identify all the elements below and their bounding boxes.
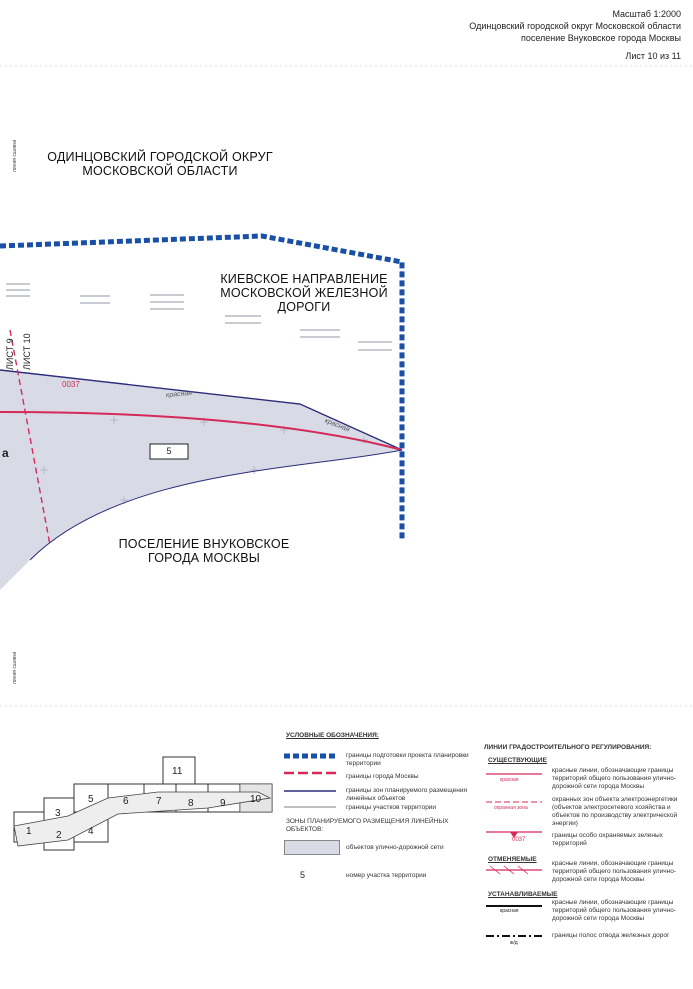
legend-sample-rail: ж/д: [510, 940, 518, 946]
legend-established-item-2: границы полос отвода железных дорог: [552, 932, 670, 939]
legend-swatches: [282, 748, 342, 818]
region-bottom-line1: ПОСЕЛЕНИЕ ВНУКОВСКОЕ: [118, 537, 290, 551]
legend-item-zones: границы зон планируемого размещения линейных объектов: [346, 787, 468, 802]
parcel-number: 5: [166, 446, 172, 456]
legend-right-item-1: красные линии, обозначающие границы территорий общего пользования улично-дорожной сети города Москвы: [552, 767, 676, 790]
red-line-label-a: красная: [165, 389, 193, 400]
railway-label: [214, 272, 394, 314]
legend-zone-item: объектов улично-дорожной сети: [346, 844, 444, 851]
region-bottom-line2: ГОРОДА МОСКВЫ: [147, 551, 261, 565]
header-region: Одинцовский городской округ Московской области: [469, 21, 681, 31]
legend-right-item-3: границы особо охраняемых зеленых территорий: [552, 832, 663, 847]
key-sheet-6: 6: [123, 796, 129, 807]
header-settlement: поселение Внуковское города Москвы: [520, 33, 681, 43]
railway-line1: КИЕВСКОЕ НАПРАВЛЕНИЕ: [220, 272, 388, 286]
legend-sample-code: 0037: [512, 837, 526, 843]
legend-sample-red: красная: [500, 777, 519, 783]
key-sheet-2: 2: [56, 830, 62, 841]
key-sheet-8: 8: [188, 798, 194, 809]
sheet-number: Лист 10 из 11: [625, 51, 681, 61]
key-sheet-1: 1: [26, 826, 32, 837]
region-top-line1: ОДИНЦОВСКИЙ ГОРОДСКОЙ ОКРУГ: [47, 150, 273, 164]
legend-sample-est-red: красная: [500, 908, 519, 914]
code-label: 0037: [62, 380, 80, 389]
key-sheet-9: 9: [220, 798, 226, 809]
scale-text: Масштаб 1:2000: [612, 9, 681, 19]
legend-zone-swatch: [284, 840, 340, 855]
key-sheet-3: 3: [55, 808, 61, 819]
legend-established-item-1: красные линии, обозначающие границы территорий общего пользования улично-дорожной сети города Москвы: [552, 899, 676, 922]
legend-number-label: номер участка территории: [346, 872, 427, 879]
legend-sample-zone: охранная зона: [494, 805, 528, 811]
legend-established: УСТАНАВЛИВАЕМЫЕ: [488, 891, 558, 898]
region-top-label: [40, 150, 280, 178]
key-sheet-10: 10: [250, 794, 262, 805]
region-bottom-label: [94, 537, 314, 565]
margin-note-bottom: линия сшивки: [12, 651, 18, 684]
railway-line2: МОСКОВСКОЙ ЖЕЛЕЗНОЙ: [220, 286, 388, 300]
legend-title: УСЛОВНЫЕ ОБОЗНАЧЕНИЯ:: [286, 732, 379, 739]
legend-existing: СУЩЕСТВУЮЩИЕ: [488, 757, 547, 764]
legend-item-parcels: границы участков территории: [346, 804, 437, 811]
sheet-left-b: ЛИСТ 10: [22, 333, 32, 370]
legend-right-item-2: охранных зон объекта электроэнергетики (объектов электросетевого хозяйства и объектов по производству электрической энергии): [552, 796, 678, 827]
key-sheet-11: 11: [172, 766, 183, 777]
region-top-line2: МОСКОВСКОЙ ОБЛАСТИ: [82, 164, 238, 178]
key-sheet-4: 4: [88, 826, 94, 837]
key-map: [8, 754, 278, 874]
legend-item-moscow: границы города Москвы: [346, 773, 419, 780]
key-sheet-7: 7: [156, 796, 162, 807]
legend-number-sample: 5: [300, 870, 306, 880]
legend-cancelled: ОТМЕНЯЕМЫЕ: [488, 856, 537, 863]
legend-zones-title: ЗОНЫ ПЛАНИРУЕМОГО РАЗМЕЩЕНИЯ ЛИНЕЙНЫХ ОБЪЕКТОВ:: [286, 818, 449, 833]
red-line-label-b: красная: [323, 417, 351, 434]
railway-line3: ДОРОГИ: [277, 300, 331, 314]
legend-left: [286, 732, 476, 739]
legend-cancelled-item: красные линии, обозначающие границы территорий общего пользования улично-дорожной сети города Москвы: [552, 860, 676, 883]
legend-right-title: ЛИНИИ ГРАДОСТРОИТЕЛЬНОГО РЕГУЛИРОВАНИЯ:: [484, 744, 652, 751]
legend-item-project: границы подготовки проекта планировки территории: [346, 752, 469, 767]
edge-letter: а: [2, 446, 9, 460]
margin-note-top: линия сшивки: [12, 139, 18, 172]
key-sheet-5: 5: [88, 794, 94, 805]
sheet-left-a: ЛИСТ 9: [5, 338, 15, 370]
